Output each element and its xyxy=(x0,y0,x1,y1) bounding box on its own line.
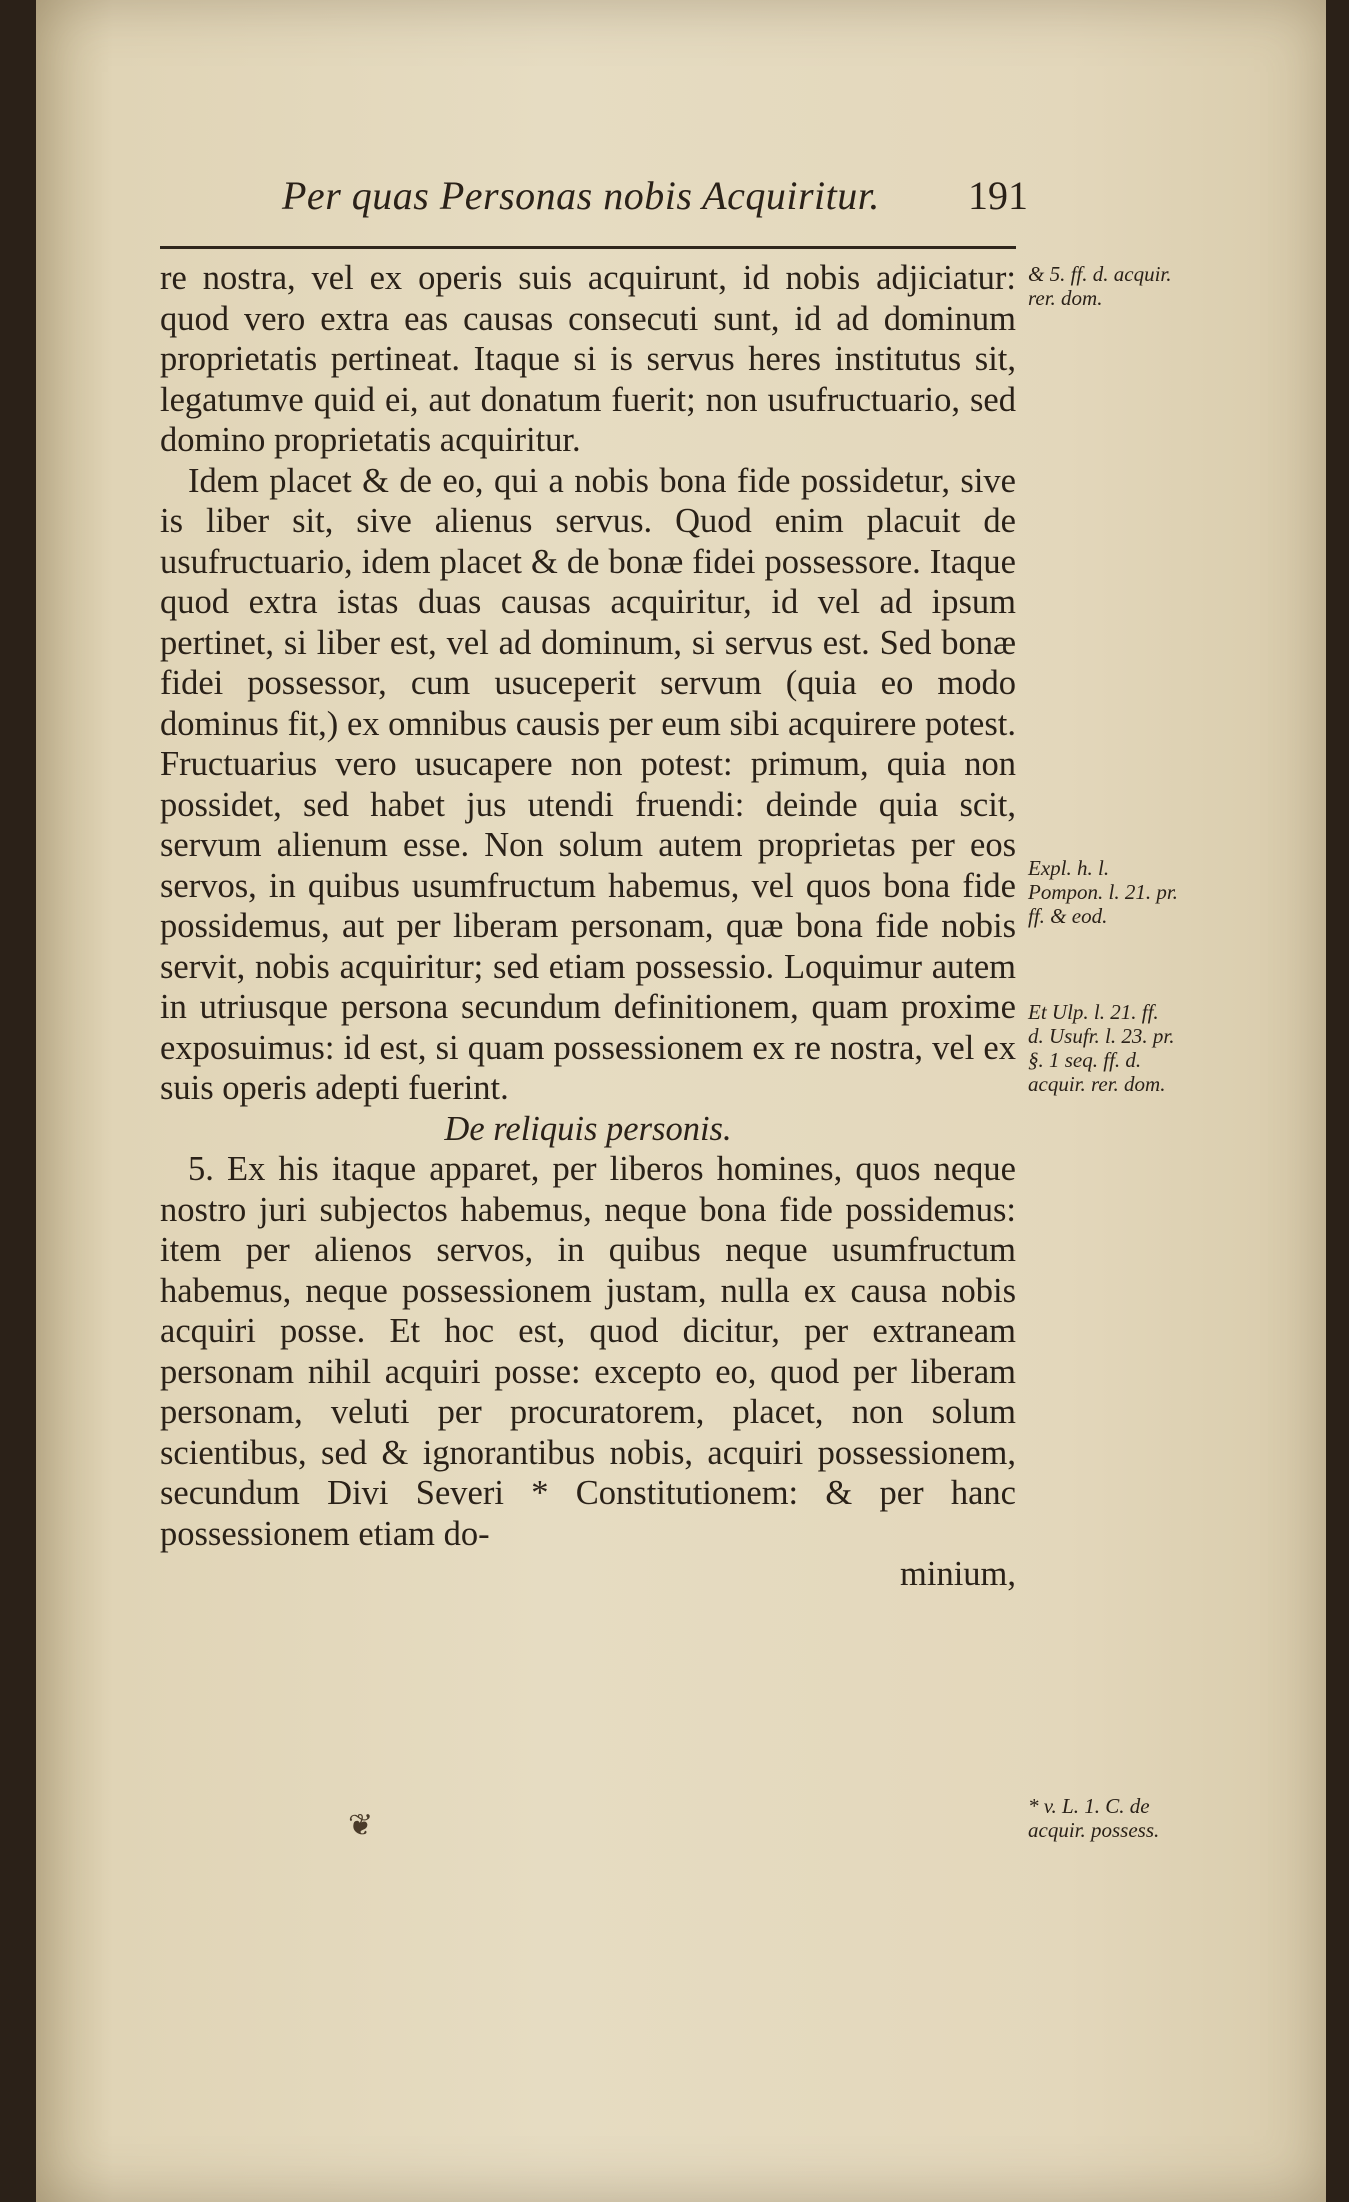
running-header xyxy=(282,172,1028,232)
main-text xyxy=(160,258,1016,1595)
paragraph-3: 5. Ex his itaque apparet, per liberos homines, quos neque nostro juri subjectos habemus, neque bona fide possidemus: item per alienos servos, in quibus neque usumfructum habemus, neque possessionem justam, nulla ex causa nobis acquiri posse. Et hoc est, quod dicitur, per extraneam personam nihil acquiri posse: excepto eo, quod per liberam personam, veluti per procuratorem, placet, non solum scientibus, sed & ignorantibus nobis, acquiri possessionem, secundum Divi Severi * Constitutionem: & per hanc possessionem etiam do- xyxy=(160,1150,1016,1553)
paragraph-2: Idem placet & de eo, qui a nobis bona fide possidetur, sive is liber sit, sive alienus servus. Quod enim placuit de usufructuario, idem placet & de bonæ fidei possessore. Itaque quod extra istas duas causas acquiritur, id vel ad ipsum pertinet, si liber est, vel ad dominum, si servus est. Sed bonæ fidei possessor, cum usuceperit servum (quia eo modo dominus fit,) ex omnibus causis per eum sibi acquirere potest. Fructuarius vero usucapere non potest: primum, quia non possidet, sed habet jus utendi fruendi: deinde quia scit, servum alienum esse. Non solum autem proprietas per eos servos, in quibus usumfructum habemus, vel quos bona fide possidemus, aut per liberam personam, quæ bona fide nobis servit, nobis acquiritur; sed etiam possessio. Loquimur autem in utriusque persona secundum definitionem, quam proxime exposuimus: id est, si quam possessionem ex re nostra, vel ex suis operis adepti fuerint. xyxy=(160,461,1016,1107)
margin-note-2: Expl. h. l. Pompon. l. 21. pr. ff. & eod. xyxy=(1028,856,1178,928)
margin-note-4: * v. L. 1. C. de acquir. possess. xyxy=(1028,1794,1160,1842)
header-rule xyxy=(160,246,1016,249)
paragraph-1: re nostra, vel ex operis suis acquirunt, id nobis adjiciatur: quod vero extra eas causas consecuti sunt, id ad dominum proprietatis pertineat. Itaque si is servus heres institutus sit, legatumve quid ei, aut donatum fuerit; non usufructuario, sed domino proprietatis acquiritur. xyxy=(160,259,1016,459)
margin-note-1: & 5. ff. d. acquir. rer. dom. xyxy=(1028,262,1172,310)
section-title: De reliquis personis. xyxy=(444,1109,732,1148)
margin-note-3: Et Ulp. l. 21. ff. d. Usufr. l. 23. pr. §. 1 seq. ff. d. acquir. rer. dom. xyxy=(1028,1000,1175,1096)
ornament-fleuron-icon: ❦ xyxy=(348,1808,374,1843)
paragraph-3-last-line: minium, xyxy=(900,1555,1016,1593)
running-title: Per quas Personas nobis Acquiritur. xyxy=(282,173,880,218)
page-number: 191 xyxy=(968,173,1028,218)
